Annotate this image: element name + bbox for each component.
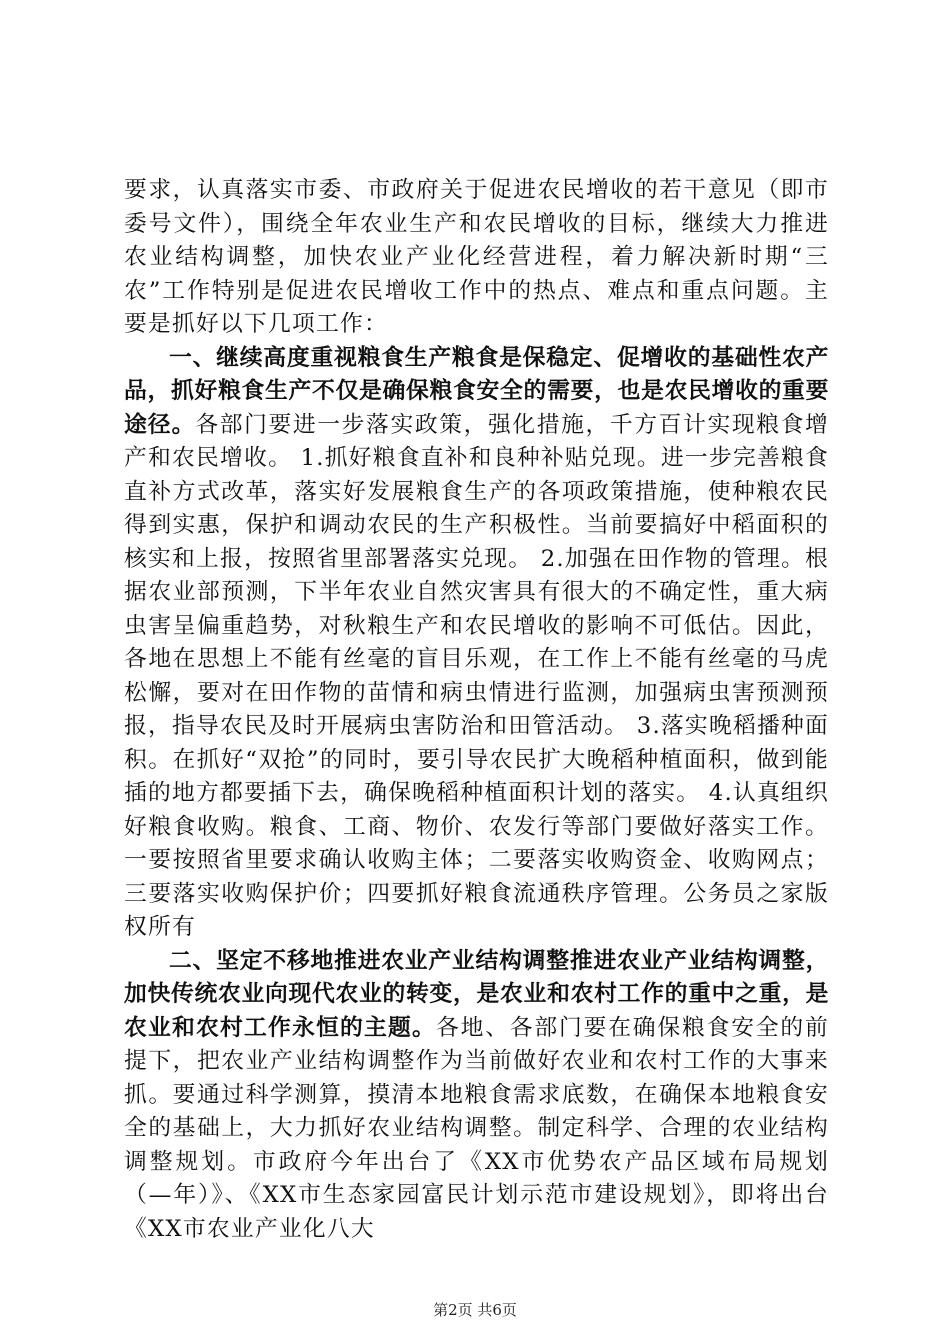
paragraph-intro — [124, 174, 829, 342]
page-number-footer: 第2页 共6页 — [433, 1301, 517, 1319]
section-two-text: 各地、各部门要在确保粮食安全的前提下，把农业产业结构调整作为当前做好农业和农村工作的大事来抓。要通过科学测算，摸清本地粮食需求底数，在确保本地粮食安全的基础上，大力抓好农业结构调整。制定科学、合理的农业结构调整规划。市政府今年出台了《XX市优势农产品区域布局规划（—年）》、《XX市生态家园富民计划示范市建设规划》，即将出台《XX市农业产业化八大 — [124, 1014, 829, 1242]
paragraph-section-one — [124, 342, 829, 945]
document-body — [124, 174, 829, 1246]
paragraph-section-two — [124, 945, 829, 1247]
section-one-text: 各部门要进一步落实政策，强化措施，千方百计实现粮食增产和农民增收。 1.抓好粮食直补和良种补贴兑现。进一步完善粮食直补方式改革，落实好发展粮食生产的各项政策措施，使种粮农民得到实惠，保护和调动农民的生产积极性。当前要搞好中稻面积的核实和上报，按照省里部署落实兑现。 2.加强在田作物的管理。根据农业部预测，下半年农业自然灾害具有很大的不确定性，重大病虫害呈偏重趋势，对秋粮生产和农民增收的影响不可低估。因此，各地在思想上不能有丝毫的盲目乐观，在工作上不能有丝毫的马虎松懈，要对在田作物的苗情和病虫情进行监测，加强病虫害预测预报，指导农民及时开展病虫害防治和田管活动。 3.落实晚稻播种面积。在抓好“双抢”的同时，要引导农民扩大晚稻种植面积，做到能插的地方都要插下去，确保晚稻种植面积计划的落实。 4.认真组织好粮食收购。粮食、工商、物价、农发行等部门要做好落实工作。一要按照省里要求确认收购主体；二要落实收购资金、收购网点；三要落实收购保护价；四要抓好粮食流通秩序管理。公务员之家版权所有 — [124, 411, 829, 940]
paragraph-intro-text: 要求，认真落实市委、市政府关于促进农民增收的若干意见（即市委号文件），围绕全年农业生产和农民增收的目标，继续大力推进农业结构调整，加快农业产业化经营进程，着力解决新时期“三农”工作特别是促进农民增收工作中的热点、难点和重点问题。主要是抓好以下几项工作： — [124, 177, 829, 337]
section-two-heading: 二、坚定不移地推进农业产业结构调整推进农业产业结构调整，加快传统农业向现代农业的转变，是农业和农村工作的重中之重，是农业和农村工作永恒的主题。 — [124, 947, 829, 1041]
section-one-heading: 一、继续高度重视粮食生产粮食是保稳定、促增收的基础性农产品，抓好粮食生产不仅是确保粮食安全的需要，也是农民增收的重要途径。 — [124, 344, 829, 438]
